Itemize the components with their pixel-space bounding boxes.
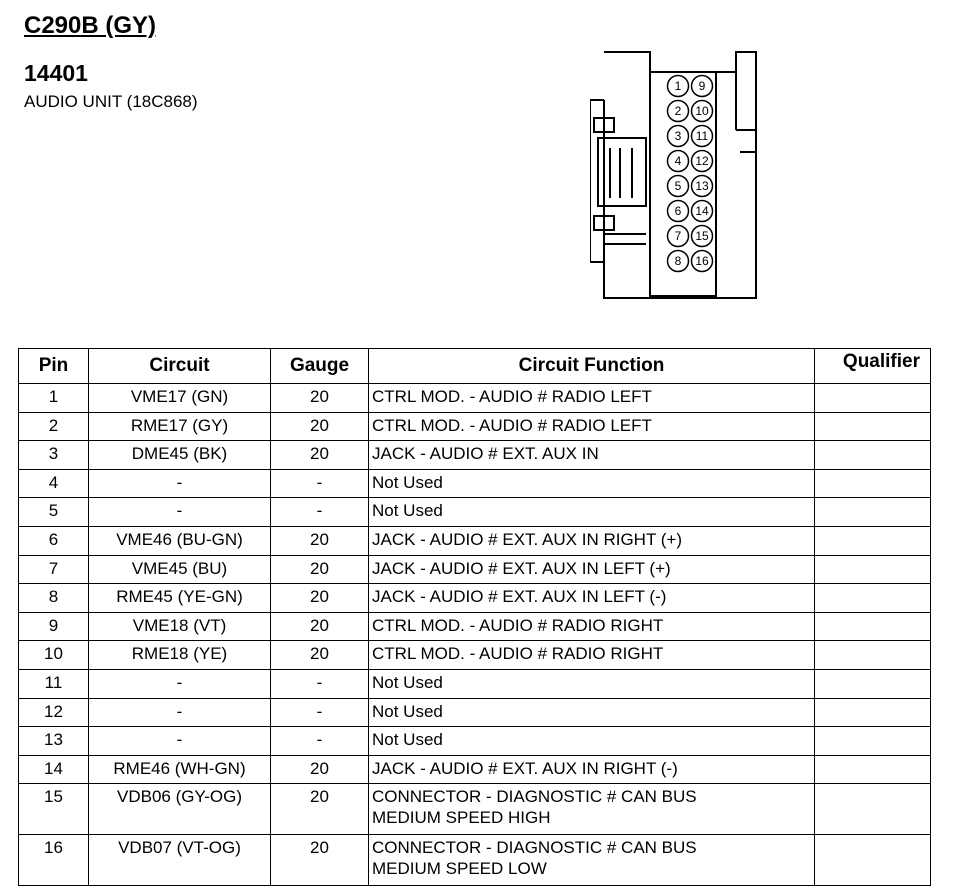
part-description: AUDIO UNIT (18C868) <box>24 92 198 111</box>
circuit-function-cell <box>369 412 815 441</box>
circuit-function-line: MEDIUM SPEED HIGH <box>372 808 551 828</box>
circuit-function-cell <box>369 755 815 784</box>
pin-number-label: 15 <box>695 229 709 243</box>
pin-cell: 8 <box>19 584 89 613</box>
table-header-row <box>19 349 931 384</box>
pin-number-label: 13 <box>695 179 709 193</box>
circuit-function-cell <box>369 727 815 756</box>
pin-number-label: 8 <box>674 254 682 268</box>
pin-cell: 3 <box>19 441 89 470</box>
circuit-function-line: MEDIUM SPEED LOW <box>372 859 547 879</box>
circuit-function-line: JACK - AUDIO # EXT. AUX IN LEFT (+) <box>372 558 671 578</box>
circuit-function-cell <box>369 469 815 498</box>
circuit-cell: RME46 (WH-GN) <box>89 755 271 784</box>
table-row <box>19 441 931 470</box>
gauge-cell: 20 <box>271 555 369 584</box>
qualifier-cell <box>815 412 931 441</box>
circuit-cell: VME17 (GN) <box>89 384 271 413</box>
circuit-function-line: CONNECTOR - DIAGNOSTIC # CAN BUS <box>372 787 697 807</box>
circuit-function-line: CTRL MOD. - AUDIO # RADIO LEFT <box>372 387 652 406</box>
gauge-cell: 20 <box>271 612 369 641</box>
pin-cell: 10 <box>19 641 89 670</box>
gauge-cell: 20 <box>271 784 369 835</box>
circuit-function-cell <box>369 384 815 413</box>
table-row <box>19 755 931 784</box>
gauge-cell: - <box>271 669 369 698</box>
circuit-function-cell <box>369 526 815 555</box>
gauge-cell: 20 <box>271 835 369 886</box>
pin-cell: 14 <box>19 755 89 784</box>
qualifier-cell <box>815 641 931 670</box>
qualifier-cell <box>815 727 931 756</box>
pin-cavity-grid <box>668 76 713 272</box>
circuit-function-line: JACK - AUDIO # EXT. AUX IN RIGHT (-) <box>372 758 678 778</box>
pin-number-label: 12 <box>695 154 709 168</box>
circuit-function-line: Not Used <box>372 730 443 750</box>
gauge-cell: 20 <box>271 384 369 413</box>
circuit-function-line: Not Used <box>372 701 443 721</box>
pin-number-label: 5 <box>674 179 682 193</box>
circuit-cell: RME45 (YE-GN) <box>89 584 271 613</box>
pin-cell: 9 <box>19 612 89 641</box>
gauge-cell: - <box>271 469 369 498</box>
pin-number-label: 10 <box>695 104 709 118</box>
gauge-cell: - <box>271 698 369 727</box>
circuit-cell: RME17 (GY) <box>89 412 271 441</box>
circuit-function-cell <box>369 669 815 698</box>
pin-number-label: 16 <box>695 254 709 268</box>
circuit-function-line: JACK - AUDIO # EXT. AUX IN RIGHT (+) <box>372 529 683 549</box>
qualifier-cell <box>815 612 931 641</box>
circuit-function-line: Not Used <box>372 501 443 521</box>
table-row <box>19 698 931 727</box>
pin-cell: 12 <box>19 698 89 727</box>
header-circuit: Circuit <box>89 349 271 384</box>
pin-cell: 15 <box>19 784 89 835</box>
header-qualifier: Qualifier <box>815 349 931 384</box>
circuit-cell: - <box>89 698 271 727</box>
gauge-cell: 20 <box>271 755 369 784</box>
table-row <box>19 526 931 555</box>
connector-id: C290B (GY) <box>24 12 157 39</box>
qualifier-cell <box>815 698 931 727</box>
qualifier-cell <box>815 669 931 698</box>
table-row <box>19 584 931 613</box>
pin-number-label: 7 <box>674 229 682 243</box>
connector-face-diagram <box>590 48 770 304</box>
table-row <box>19 412 931 441</box>
qualifier-cell <box>815 498 931 527</box>
table-row <box>19 784 931 835</box>
pin-cell: 1 <box>19 384 89 413</box>
gauge-cell: 20 <box>271 526 369 555</box>
table-row <box>19 498 931 527</box>
qualifier-cell <box>815 469 931 498</box>
qualifier-cell <box>815 441 931 470</box>
circuit-function-line: Not Used <box>372 472 443 492</box>
pin-number-label: 3 <box>674 129 682 143</box>
qualifier-cell <box>815 835 931 886</box>
pin-number-label: 1 <box>674 79 682 93</box>
pin-cell: 13 <box>19 727 89 756</box>
header-pin: Pin <box>19 349 89 384</box>
pin-cell: 2 <box>19 412 89 441</box>
pin-table <box>18 348 931 886</box>
pin-number-label: 6 <box>674 204 682 218</box>
pin-number-label: 11 <box>695 129 709 143</box>
gauge-cell: 20 <box>271 441 369 470</box>
qualifier-cell <box>815 755 931 784</box>
circuit-function-cell <box>369 784 815 835</box>
circuit-cell: VME46 (BU-GN) <box>89 526 271 555</box>
table-row <box>19 612 931 641</box>
gauge-cell: 20 <box>271 641 369 670</box>
circuit-function-line: Not Used <box>372 672 443 692</box>
circuit-function-line: CTRL MOD. - AUDIO # RADIO LEFT <box>372 415 652 435</box>
circuit-function-line: JACK - AUDIO # EXT. AUX IN LEFT (-) <box>372 587 667 607</box>
pin-number-label: 14 <box>695 204 709 218</box>
header-gauge: Gauge <box>271 349 369 384</box>
qualifier-cell <box>815 784 931 835</box>
circuit-cell: VDB07 (VT-OG) <box>89 835 271 886</box>
table-row <box>19 641 931 670</box>
gauge-cell: - <box>271 727 369 756</box>
circuit-function-line: CTRL MOD. - AUDIO # RADIO RIGHT <box>372 644 664 664</box>
circuit-cell: - <box>89 727 271 756</box>
circuit-function-cell <box>369 612 815 641</box>
pin-cell: 16 <box>19 835 89 886</box>
circuit-cell: - <box>89 469 271 498</box>
pin-number-label: 4 <box>674 154 682 168</box>
gauge-cell: 20 <box>271 412 369 441</box>
table-row <box>19 555 931 584</box>
qualifier-cell <box>815 384 931 413</box>
circuit-cell: - <box>89 498 271 527</box>
circuit-cell: VME18 (VT) <box>89 612 271 641</box>
circuit-function-cell <box>369 698 815 727</box>
circuit-cell: - <box>89 669 271 698</box>
circuit-function-line: CONNECTOR - DIAGNOSTIC # CAN BUS <box>372 838 697 858</box>
circuit-function-cell <box>369 498 815 527</box>
table-row <box>19 469 931 498</box>
circuit-function-cell <box>369 555 815 584</box>
circuit-cell: VME45 (BU) <box>89 555 271 584</box>
table-row <box>19 384 931 413</box>
circuit-function-line: JACK - AUDIO # EXT. AUX IN <box>372 444 599 464</box>
circuit-function-cell <box>369 835 815 886</box>
qualifier-cell <box>815 526 931 555</box>
table-row <box>19 669 931 698</box>
pin-number-label: 2 <box>674 104 682 118</box>
qualifier-cell <box>815 555 931 584</box>
pin-number-label: 9 <box>698 79 706 93</box>
table-row <box>19 727 931 756</box>
circuit-function-line: CTRL MOD. - AUDIO # RADIO RIGHT <box>372 615 664 635</box>
gauge-cell: - <box>271 498 369 527</box>
table-row <box>19 835 931 886</box>
header-circuit-function: Circuit Function <box>369 349 815 384</box>
pin-cell: 7 <box>19 555 89 584</box>
pin-cell: 11 <box>19 669 89 698</box>
circuit-cell: DME45 (BK) <box>89 441 271 470</box>
circuit-function-cell <box>369 584 815 613</box>
circuit-cell: RME18 (YE) <box>89 641 271 670</box>
circuit-function-cell <box>369 441 815 470</box>
qualifier-cell <box>815 584 931 613</box>
pin-cell: 4 <box>19 469 89 498</box>
gauge-cell: 20 <box>271 584 369 613</box>
part-number: 14401 <box>24 60 88 86</box>
circuit-function-cell <box>369 641 815 670</box>
circuit-cell: VDB06 (GY-OG) <box>89 784 271 835</box>
pin-cell: 5 <box>19 498 89 527</box>
pin-cell: 6 <box>19 526 89 555</box>
